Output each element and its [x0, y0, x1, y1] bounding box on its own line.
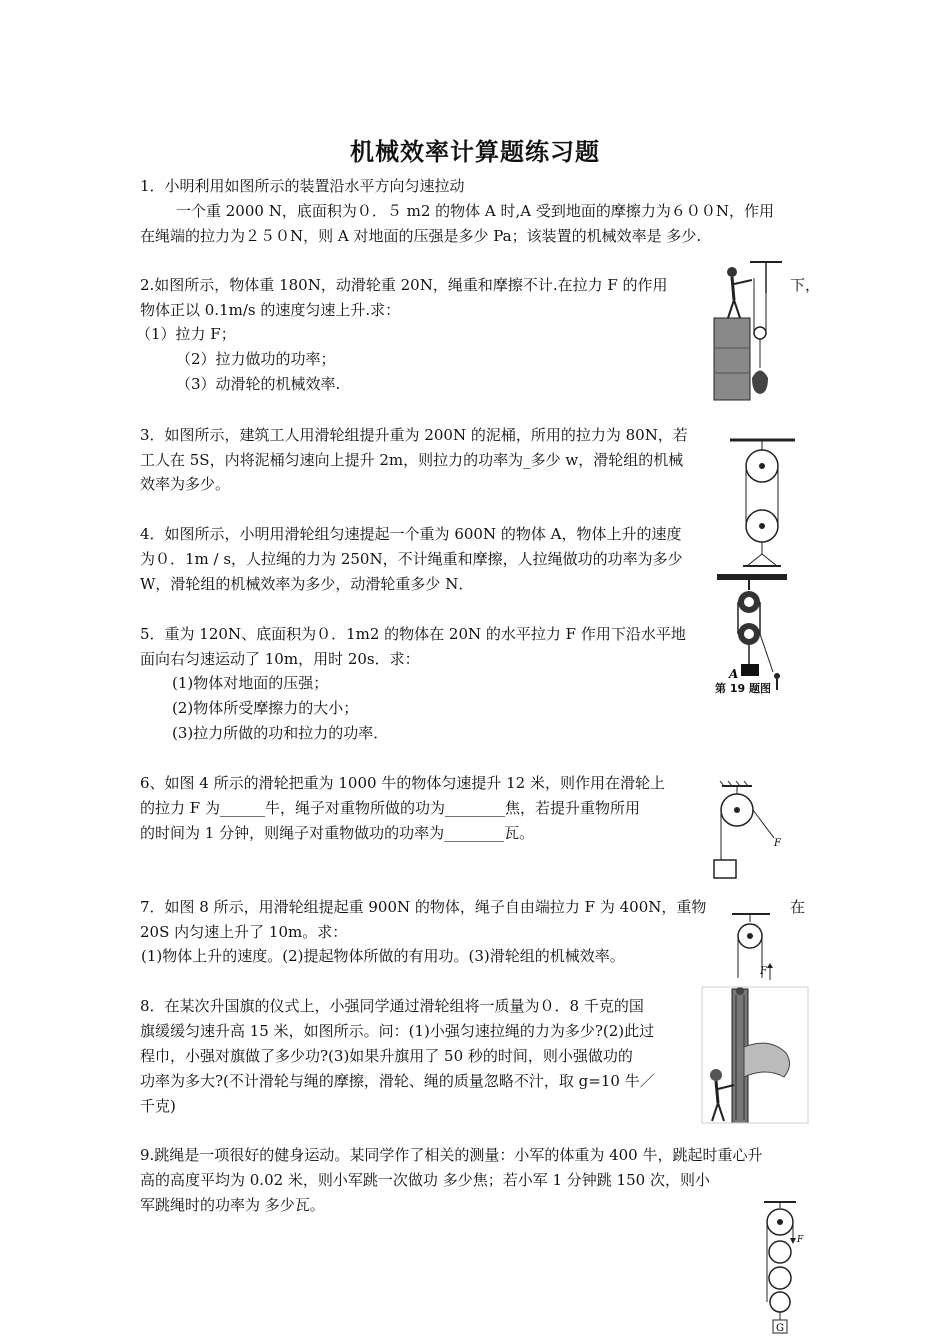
figure-q4-label-a: A [729, 667, 739, 681]
q8-line-1: 8．在某次升国旗的仪式上，小强同学通过滑轮组将一质量为０．8 千克的国 [140, 997, 644, 1015]
figure-q8-flagpole [700, 985, 810, 1125]
q4-line-1: 4．如图所示，小明用滑轮组匀速提起一个重为 600N 的物体 A，物体上升的速度 [140, 525, 682, 543]
q5-line-5: (3)拉力所做的功和拉力的功率． [172, 724, 389, 742]
q5-line-4: (2)物体所受摩擦力的大小； [172, 699, 359, 717]
q2-line-4: （2）拉力做功的功率； [176, 350, 336, 368]
q3-line-2: 工人在 5S，内将泥桶匀速向上提升 2m，则拉力的功率为_多少 w，滑轮组的机械 [140, 451, 684, 469]
figure-q9-label-f: F [797, 1235, 804, 1245]
q5-line-2: 面向右匀速运动了 10m，用时 20s．求： [140, 650, 420, 668]
figure-q7-pulley-group [730, 908, 790, 986]
q7-line-1: 7．如图 8 所示，用滑轮组提起重 900N 的物体，绳子自由端拉力 F 为 400N，重物 [140, 898, 707, 916]
q4-line-2: 为０．1m / s，人拉绳的力为 250N，不计绳重和摩擦，人拉绳做功的功率为多少 [140, 550, 683, 568]
figure-q4-pulley-group [715, 572, 790, 695]
figure-q2-pulley [710, 258, 790, 403]
q9-line-3: 军跳绳时的功率为 多少瓦。 [140, 1196, 325, 1214]
q4-line-3: W，滑轮组的机械效率为多少，动滑轮重多少 N． [140, 575, 474, 593]
q3-line-1: 3．如图所示，建筑工人用滑轮组提升重为 200N 的泥桶，所用的拉力为 80N，若 [140, 426, 688, 444]
q1-line-2: 一个重 2000 N，底面积为０．５ m2 的物体 A 时,A 受到地面的摩擦力为６００N，作用 [176, 202, 775, 220]
q9-line-1: 9.跳绳是一项很好的健身运动。某同学作了相关的测量：小军的体重为 400 牛，跳起时重心升 [140, 1146, 763, 1164]
q2-line-1: 2.如图所示，物体重 180N，动滑轮重 20N，绳重和摩擦不计.在拉力 F 的作用 [140, 276, 668, 294]
q5-line-1: 5．重为 120N、底面积为０．1m2 的物体在 20N 的水平拉力 F 作用下沿水平地 [140, 625, 686, 643]
q1-line-3: 在绳端的拉力为２５０N，则 A 对地面的压强是多少 Pa；该装置的机械效率是 多少. [140, 227, 702, 245]
q6-line-1: 6、如图 4 所示的滑轮把重为 1000 牛的物体匀速提升 12 米，则作用在滑轮上 [140, 774, 665, 792]
q2-line-2: 物体正以 0.1m/s 的速度匀速上升.求： [140, 301, 401, 319]
q9-line-2: 高的高度平均为 0.02 米，则小军跳一次做功 多少焦；若小军 1 分钟跳 150 次，则小 [140, 1171, 710, 1189]
q7-line-2: 20S 内匀速上升了 10m。求： [140, 923, 348, 941]
q2-line-1-tail: 下， [790, 276, 821, 294]
q1-line-1: 1．小明利用如图所示的装置沿水平方向匀速拉动 [140, 177, 465, 195]
figure-q9-pulley-group [760, 1198, 810, 1338]
q6-line-3: 的时间为 1 分钟，则绳子对重物做功的功率为________瓦。 [140, 824, 535, 842]
q7-line-1-tail: 在 [790, 898, 806, 916]
q7-line-3: (1)物体上升的速度。(2)提起物体所做的有用功。(3)滑轮组的机械效率。 [141, 947, 625, 965]
figure-q6-label-f: F [774, 838, 781, 849]
q6-line-2: 的拉力 F 为______牛，绳子对重物所做的功为________焦，若提升重物所用 [140, 799, 640, 817]
page-title: 机械效率计算题练习题 [350, 137, 600, 166]
q2-line-3: （1）拉力 F； [136, 325, 236, 343]
figure-q6-fixed-pulley [712, 780, 792, 880]
q8-line-3: 程巾，小强对旗做了多少功?(3)如果升旗用了 50 秒的时间，则小强做功的 [140, 1047, 633, 1065]
q5-line-3: (1)物体对地面的压强； [172, 674, 329, 692]
q8-line-5: 千克) [140, 1097, 176, 1115]
q8-line-4: 功率为多大?(不计滑轮与绳的摩擦，滑轮、绳的质量忽略不汁，取 g=10 牛／ [140, 1072, 655, 1090]
figure-q7-label-f: F [760, 966, 767, 977]
q2-line-5: （3）动滑轮的机械效率. [176, 375, 341, 393]
q8-line-2: 旗缓缓匀速升高 15 米，如图所示。问：(1)小强匀速拉绳的力为多少?(2)此过 [140, 1022, 655, 1040]
figure-q4-caption: 第 19 题图 [715, 682, 771, 695]
figure-q3-pulley-group [725, 436, 800, 576]
q3-line-3: 效率为多少。 [140, 475, 231, 493]
figure-q9-label-g: G [776, 1323, 784, 1334]
